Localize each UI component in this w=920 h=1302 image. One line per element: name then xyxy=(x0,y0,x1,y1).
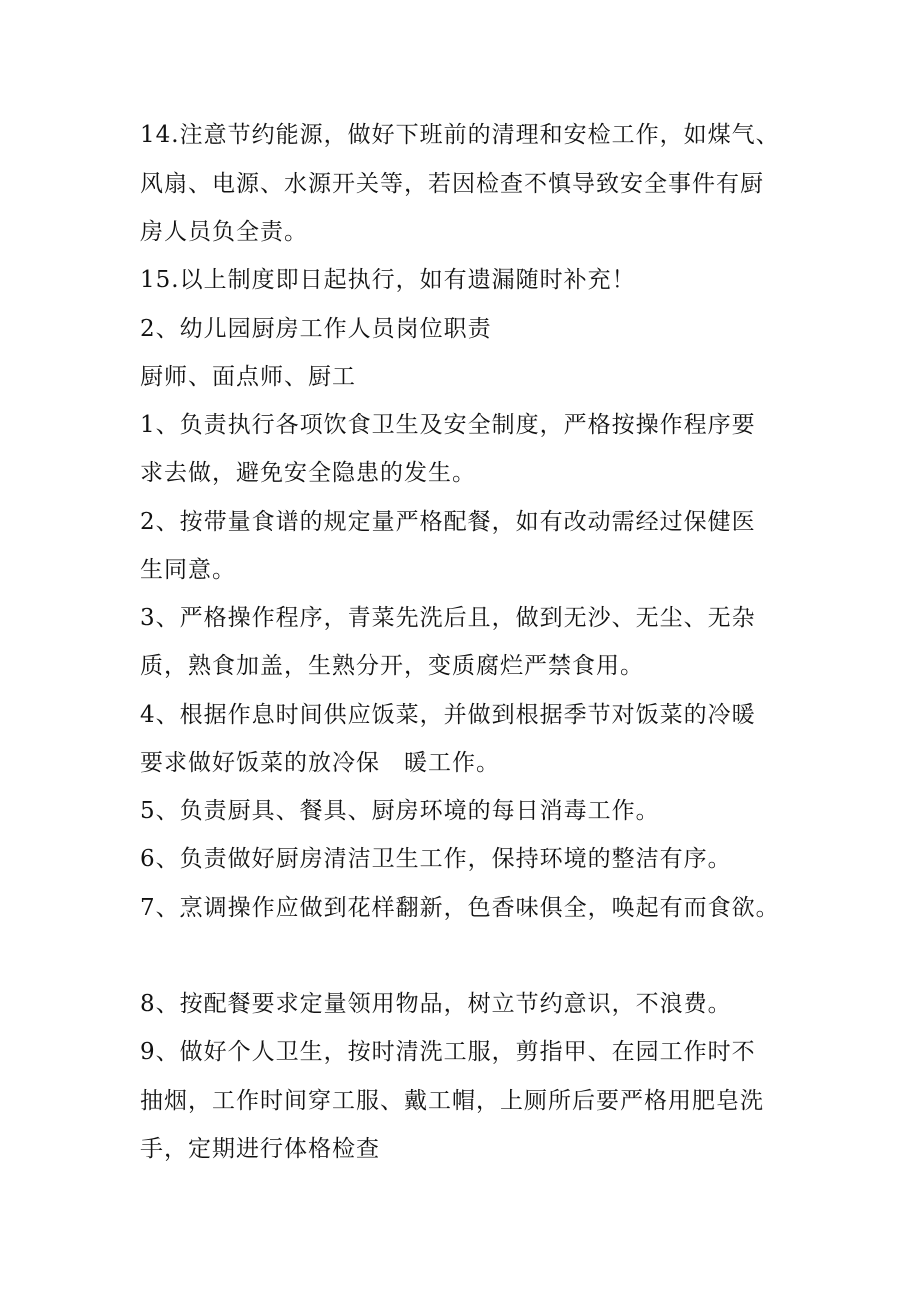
duty-5: 5、负责厨具、餐具、厨房环境的每日消毒工作。 xyxy=(140,798,660,824)
duty-4a: 4、根据作息时间供应饭菜，并做到根据季节对饭菜的冷暖 xyxy=(140,702,756,728)
duty-8: 8、按配餐要求定量领用物品，树立节约意识，不浪费。 xyxy=(140,991,732,1017)
section-heading: 2、幼儿园厨房工作人员岗位职责 xyxy=(140,316,492,342)
duty-4b: 要求做好饭菜的放冷保 暖工作。 xyxy=(140,750,500,776)
duty-1b: 求去做，避免安全隐患的发生。 xyxy=(140,460,476,486)
duty-3a: 3、严格操作程序，青菜先洗后且，做到无沙、无尘、无杂 xyxy=(140,605,756,631)
text-line-14a: 14.注意节约能源，做好下班前的清理和安检工作，如煤气、 xyxy=(140,122,780,148)
duty-6: 6、负责做好厨房清洁卫生工作，保持环境的整洁有序。 xyxy=(140,846,732,872)
duty-9a: 9、做好个人卫生，按时清洗工服，剪指甲、在园工作时不 xyxy=(140,1039,756,1065)
roles-line: 厨师、面点师、厨工 xyxy=(140,364,356,390)
text-line-14b: 风扇、电源、水源开关等，若因检查不慎导致安全事件有厨 xyxy=(140,171,764,197)
duty-2b: 生同意。 xyxy=(140,557,236,583)
duty-2a: 2、按带量食谱的规定量严格配餐，如有改动需经过保健医 xyxy=(140,509,756,535)
duty-9c: 手，定期进行体格检查 xyxy=(140,1136,380,1162)
duty-7: 7、烹调操作应做到花样翻新，色香味俱全，唤起有而食欲。 xyxy=(140,895,780,921)
duty-3b: 质，熟食加盖，生熟分开，变质腐烂严禁食用。 xyxy=(140,653,644,679)
text-line-15: 15.以上制度即日起执行，如有遗漏随时补充！ xyxy=(140,267,636,293)
duty-1a: 1、负责执行各项饮食卫生及安全制度，严格按操作程序要 xyxy=(140,412,756,438)
duty-9b: 抽烟，工作时间穿工服、戴工帽，上厕所后要严格用肥皂洗 xyxy=(140,1088,764,1114)
text-line-14c: 房人员负全责。 xyxy=(140,219,308,245)
